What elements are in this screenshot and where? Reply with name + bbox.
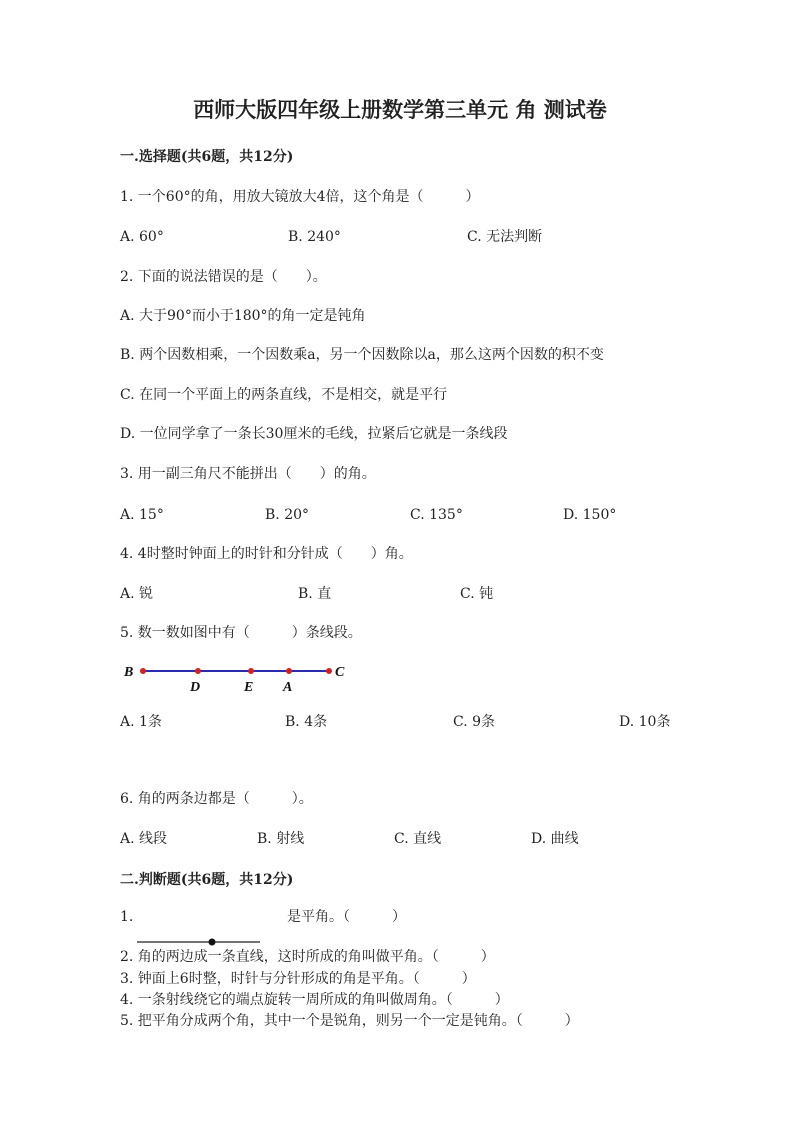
judge-item: 3. 钟面上6时整，时针与分针形成的角是平角。（ ） [120,971,476,987]
option: B. 20° [265,507,310,523]
option: C. 135° [410,507,463,523]
point-d [195,668,201,674]
option: A. 60° [120,229,164,245]
option: C. 直线 [394,831,442,847]
option: C. 在同一个平面上的两条直线，不是相交，就是平行 [120,387,448,403]
option: A. 锐 [120,586,154,602]
question-stem: 2. 下面的说法错误的是（ ）。 [120,269,327,285]
question-stem: 5. 数一数如图中有（ ）条线段。 [120,625,362,641]
option: D. 10条 [619,714,671,730]
label-d: D [190,680,201,694]
label-c: C [335,665,345,680]
option: A. 1条 [120,714,162,730]
point-c [326,668,332,674]
option: B. 4条 [285,714,328,730]
option: C. 无法判断 [467,229,543,245]
option: A. 线段 [120,831,168,847]
question-stem: 6. 角的两条边都是（ ）。 [120,791,313,807]
line-segment-figure [120,658,360,694]
page-title: 西师大版四年级上册数学第三单元 角 测试卷 [193,97,607,122]
judge-item: 是平角。（ ） [287,909,406,925]
option: B. 直 [298,586,332,602]
question-stem: 1. 一个60°的角，用放大镜放大4倍，这个角是（ ） [120,189,480,205]
judge-item: 4. 一条射线绕它的端点旋转一周所成的角叫做周角。（ ） [120,992,509,1008]
option: B. 两个因数相乘，一个因数乘a，另一个因数除以a，那么这两个因数的积不变 [120,347,604,363]
option: C. 9条 [453,714,496,730]
label-e: E [244,680,254,694]
option: B. 射线 [257,831,305,847]
section-heading: 二.判断题(共6题，共12分) [120,872,294,888]
question-stem: 3. 用一副三角尺不能拼出（ ）的角。 [120,466,376,482]
point-e [248,668,254,674]
label-b: B [124,665,134,680]
label-a: A [283,680,293,694]
option: B. 240° [288,229,341,245]
judge-item: 2. 角的两边成一条直线，这时所成的角叫做平角。（ ） [120,949,495,965]
option: D. 150° [563,507,617,523]
judge-item-number: 1. [120,909,134,925]
question-stem: 4. 4时整时钟面上的时针和分针成（ ）角。 [120,546,413,562]
option: A. 大于90°而小于180°的角一定是钝角 [120,308,366,324]
option: D. 一位同学拿了一条长30厘米的毛线，拉紧后它就是一条线段 [120,426,508,442]
judge-item: 5. 把平角分成两个角，其中一个是锐角，则另一个一定是钝角。（ ） [120,1013,579,1029]
point-b [140,668,146,674]
vertex-point [209,939,216,946]
option: D. 曲线 [531,831,579,847]
option: A. 15° [120,507,164,523]
option: C. 钝 [460,586,494,602]
section-heading: 一.选择题(共6题，共12分) [120,149,294,165]
point-a [286,668,292,674]
